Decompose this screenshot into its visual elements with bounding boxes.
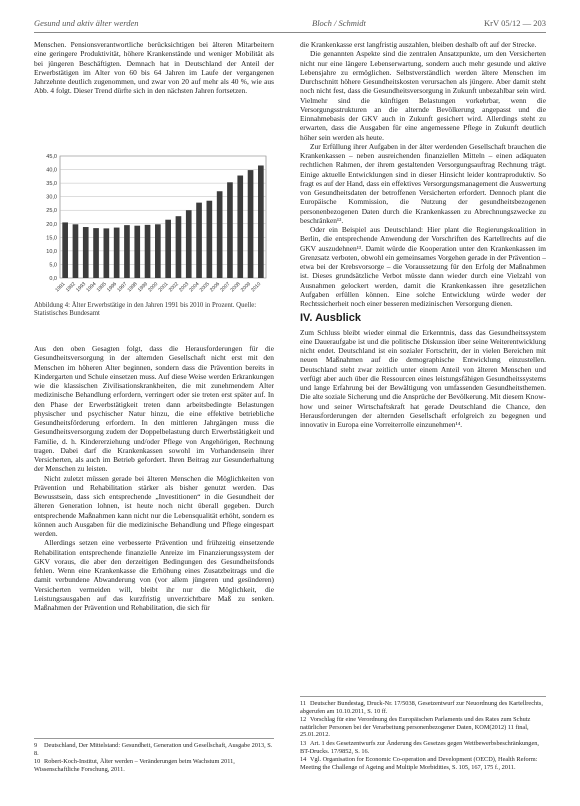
bar [258, 165, 264, 278]
header-page-ref: KrV 05/12 — 203 [484, 18, 546, 28]
bar [248, 170, 254, 278]
bar [93, 228, 99, 278]
x-tick-label: 2002 [167, 281, 180, 294]
footnotes-left [34, 738, 274, 774]
bar [134, 226, 140, 278]
footnote-text: Deutschland, Der Mittelstand: Gesundheit, Generation und Gesellschaft, Ausgabe 2013, S. 8. [34, 742, 273, 757]
y-tick-label: 15,0 [46, 235, 57, 242]
bar [145, 225, 151, 278]
bar [114, 228, 120, 278]
x-tick-label: 2005 [198, 281, 211, 294]
figure-caption: Abbildung 4: Älter Erwerbstätige in den Jahren 1991 bis 2010 in Prozent. Quelle: Statistisches Bundesamt [34, 302, 257, 318]
header-left-title: Gesund und aktiv älter werden [34, 18, 139, 28]
paragraph: Menschen. Pensionsverantwortliche berücksichtigen bei älteren Mitarbeitern eine geringere Produktivität, höhere Krankenstände und weniger Mobilität als bei jüngeren Beschäftigten. Demnach hat in Deutschland der Anteil der Erwerbstätigen im Alter von 60 bis 64 Jahren im Laufe der vergangenen Jahrzehnte deutlich zugenommen, und zwar von 20 auf mehr als 40 %, wie aus Abb. 4 folgt. Dieser Trend dürfte sich in den nächsten Jahren fortsetzen. [34, 40, 274, 96]
footnote [300, 716, 546, 739]
x-tick-label: 2008 [229, 281, 242, 294]
bar [124, 225, 130, 278]
left-column [34, 40, 274, 96]
x-tick-label: 1993 [75, 281, 88, 294]
footnote-number: 13 [300, 739, 307, 747]
x-tick-label: 2007 [219, 281, 232, 294]
bar [83, 227, 89, 278]
bar [165, 220, 171, 278]
y-tick-label: 30,0 [46, 194, 57, 201]
paragraph: Die genannten Aspekte sind die zentralen Ansatzpunkte, um den Versicherten nicht nur eine längere Lebenserwartung, sondern auch mehr gesunde und aktive Lebensjahre zu ermöglichen. Selbstverständlich werden ältere Menschen im Durchschnitt höhere Gesundheitskosten verursachen als jüngere. Aber damit steht noch nicht fest, dass die Gesundheitsversorgung in Zukunft unbezahlbar sein wird. Vielmehr sind die künftigen Belastungen vorkehrbar, wenn die Versorgungsstrukturen an die alternde Bevölkerung angepasst und die Einnahmebasis der GKV auch in Zukunft gesichert wird. Allerdings steht zu erwarten, dass die Ausgaben für eine angemessene Pflege in Zukunft deutlich höher sein werden als heute. [300, 49, 546, 142]
paragraph: Zum Schluss bleibt wieder einmal die Erkenntnis, dass das Gesundheitssystem eine Daueraufgabe ist und die politische Diskussion über seine Weiterentwicklung nicht endet. Deutschland ist ein sozialer Fortschritt, der in vielen Bereichen mit neuen Maßnahmen auf die demographische Entwicklung einzustellen. Deutschland steht zwar zeitlich unter einem Anteil von älteren Menschen und verfügt aber auch über die Ressourcen eines leistungsfähigen Gesundheitssystems und lange Erfahrung bei der Bewältigung von umfassenden Gesundheitsthemen. Die alte soziale Sicherung und die Ansprüche der Bevölkerung. Mit diesem Know-how und seiner Wirtschaftskraft hat gerade Deutschland die Chance, den Herausforderungen der alternden Gesellschaft erfolgreich zu begegnen und innovativ in Europa eine Vorreiterrolle einzunehmen¹⁴. [300, 327, 546, 429]
x-tick-label: 1991 [54, 281, 67, 294]
x-tick-label: 2004 [188, 281, 201, 294]
x-tick-label: 1998 [126, 281, 139, 294]
paragraph: Zur Erfüllung ihrer Aufgaben in der älter werdenden Gesellschaft brauchen die Krankenkassen – neben ausreichenden finanziellen Mitteln – einen adäquaten rechtlichen Rahmen, der ihrem gestaltenden Versorgungsauftrag Rechnung trägt. Einige aktuelle Entwicklungen sind in dieser Hinsicht leider kontraproduktiv. So fragt es auf der Hand, dass ein effektives Versorgungsmanagement die Auswertung von Gesundheitsdaten der betroffenen Versicherten erfordert. Dennoch plant die Europäische Kommission, die Nutzung der gesundheitsbezogenen personenbezogenen Daten durch die Krankenkassen zu Abrechnungszwecke zu beschränken¹². [300, 141, 546, 225]
y-tick-label: 25,0 [46, 208, 57, 215]
x-tick-label: 2009 [239, 281, 252, 294]
bar [237, 176, 243, 278]
footnote [34, 758, 274, 773]
x-tick-label: 2006 [208, 281, 222, 294]
right-column [300, 40, 546, 429]
y-tick-label: 20,0 [46, 221, 57, 228]
paragraph: Aus den oben Gesagten folgt, dass die Herausforderungen für die Gesundheitsversorgung in der alternden Gesellschaft nicht erst mit den Menschen im höheren Alter beginnen, sondern dass die Prävention bereits in Kindergarten und Schule einsetzen muss. Auf diese Weise werden Erkrankungen wie die klassischen Zivilisationskrankheiten, die mit zunehmendem Alter medizinische Behandlung erfordern, verringert oder sie treten erst später auf. In den Phase der Erwerbstätigkeit treten dann arbeitsbedingte Belastungen physischer und psychischer Natur hinzu, die eine effektive betriebliche Gesundheitsförderung erfordern. In den mittleren Jahrgängen muss die Gesundheitsversorgung zudem der Doppelbelastung durch Erwerbstätigkeit und Familie, d. h. Kindererziehung und/oder Pflege von Angehörigen, Rechnung tragen. Dabei darf die Krankenkassen sowohl im Vorhandensein ihrer Versicherten, als auch im Betrieb gefordert. Ihren Beitrag zur Gesunderhaltung der Menschen zu leisten. [34, 344, 274, 474]
bar [73, 224, 79, 278]
paragraph: die Krankenkasse erst langfristig auszahlen, bleiben deshalb oft auf der Strecke. [300, 40, 537, 49]
bar [186, 210, 192, 278]
bar [176, 216, 182, 278]
left-column-lower [34, 344, 274, 612]
paragraph: Nicht zuletzt müssen gerade bei älteren Menschen die Möglichkeiten von Prävention und Rehabilitation stärker als bisher genutzt werden. Das Bewusstsein, dass sich entsprechende „Investitionen“ in die Gesundheit der älteren Generation lohnen, ist heute noch nicht überall gegeben. Durch entsprechende Maßnahmen kann nicht nur die Lebensqualität erhöht, sondern es können auch Ausgaben für die medizinische Behandlung und Pflege eingespart werden. [34, 473, 274, 538]
x-tick-label: 1992 [64, 281, 77, 294]
footnote [34, 742, 274, 757]
x-tick-label: 2003 [178, 281, 191, 294]
paragraph: Oder ein Beispiel aus Deutschland: Hier plant die Regierungskoalition in Berlin, die entsprechende Anwendung der Vorschriften des Kartellrechts auf die GKV auszudehnen¹³. Damit würde die Kooperation unter den Krankenkassen im Grenzsatz verboten, obwohl ein gemeinsames Vorgehen gerade in der Prävention – etwa bei der Krebsvorsorge – die Voraussetzung für den Erfolg der Maßnahmen ist. Dieses grundsätzliche Verbot müsste dann wieder durch eine Vielzahl von Ausnahmen gelockert werden, damit die Krankenkassen ihre gesetzlichen Aufgaben erfüllen können. Eine solche Entwicklung würde weder der Rechtssicherheit noch einer besseren medizinischen Versorgung dienen. [300, 225, 546, 308]
y-tick-label: 5,0 [49, 262, 57, 269]
x-tick-label: 2010 [250, 281, 263, 294]
bar [196, 203, 202, 278]
x-tick-label: 1996 [105, 281, 119, 294]
x-tick-label: 2001 [157, 281, 170, 294]
footnote-text: Deutscher Bundestag, Druck-Nr. 17/5038, Gesetzentwurf zur Neuordnung des Kartellrechts, abgerufen am 10.10.2011, S. 10 ff. [300, 700, 543, 715]
x-tick-label: 1999 [136, 281, 149, 294]
header-authors: Bloch / Schmidt [312, 18, 366, 28]
footnote-number: 10 [34, 758, 41, 766]
footnote-text: Vorschlag für eine Verordnung des Europäischen Parlaments und des Rates zum Schutz natürlicher Personen bei der Verarbeitung personenbezogener Daten, KOM(2012) 11 final, 25.01.2012. [300, 716, 531, 739]
footnote-number: 9 [34, 742, 38, 749]
footnote [300, 740, 546, 755]
bar [227, 182, 233, 278]
x-tick-label: 1995 [95, 281, 108, 294]
paragraph: Allerdings setzen eine verbesserte Prävention und frühzeitig einsetzende Rehabilitation entsprechende finanzielle Anreize im Finanzierungssystem der GKV voraus, die aber den derzeitigen Bedingungen des Gesundheitsfonds fehlen. Wenn eine Krankenkasse die Erhöhung eines Zusatzbeitrags und die damit verbundene Abwanderung von (vor allem jüngeren und gesünderen) Versicherten vermeiden will, bleibt ihr nur die Möglichkeit, die Leistungsausgaben auf das kurzfristig unverzichtbare Maß zu senken. Maßnahmen der Prävention und Rehabilitation, die sich für [34, 538, 274, 612]
y-tick-label: 40,0 [46, 167, 57, 174]
bar [104, 228, 110, 278]
y-tick-label: 10,0 [46, 248, 57, 255]
footnotes-right [300, 696, 546, 772]
bar-chart [34, 150, 274, 300]
footnote-number: 14 [300, 756, 307, 764]
footnote-number: 11 [300, 700, 307, 707]
footnote [300, 756, 546, 771]
y-tick-label: 45,0 [46, 154, 57, 160]
plot-area [60, 156, 266, 278]
x-tick-label: 2000 [147, 281, 160, 294]
bar [207, 201, 213, 278]
footnote-text: Art. 1 des Gesetzentwurfs zur Änderung des Gesetzes gegen Wettbewerbsbeschränkungen, BT-Drucks. 17/9852, S. 16. [300, 739, 539, 755]
bar [217, 191, 223, 278]
footnote [300, 700, 546, 715]
x-tick-label: 1997 [116, 281, 129, 294]
y-tick-label: 0,0 [49, 276, 57, 282]
section-heading: IV. Ausblick [300, 312, 361, 325]
footnote-text: Vgl. Organisation for Economic Co-operation and Development (OECD), Health Reform: Meeting the Challenge of Ageing and Multiple Morbidities, S. 105, 167, 175 f., 2011. [300, 756, 538, 771]
y-tick-label: 35,0 [46, 181, 57, 188]
x-tick-label: 1994 [85, 281, 98, 294]
footnote-text: Robert-Koch-Institut, Älter werden – Veränderungen beim Wachstum 2011, Wissenschaftliche Forschung, 2011. [34, 758, 235, 773]
bar [155, 224, 161, 278]
footnote-number: 12 [300, 716, 307, 724]
figure-4 [34, 150, 274, 322]
running-header [34, 16, 546, 33]
bar [62, 222, 68, 278]
